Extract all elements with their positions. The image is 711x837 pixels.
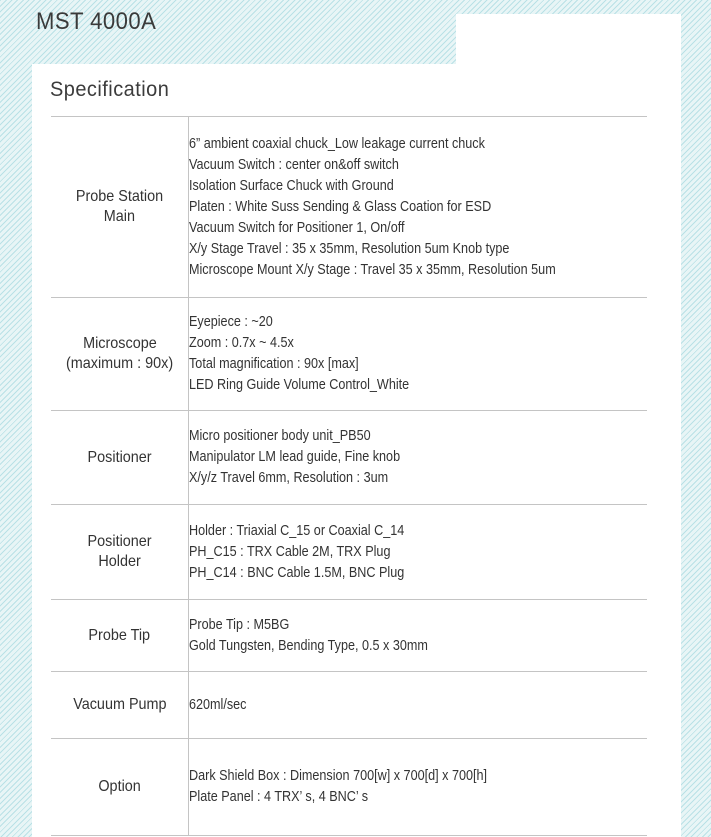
spec-details bbox=[189, 298, 648, 411]
spec-detail-line: LED Ring Guide Volume Control_White bbox=[189, 377, 410, 393]
spec-detail-line: Vacuum Switch : center on&off switch bbox=[189, 156, 399, 173]
spec-category-label: Holder bbox=[98, 553, 141, 570]
spec-row bbox=[51, 411, 647, 505]
spec-detail-line: 620ml/sec bbox=[189, 696, 247, 713]
spec-detail-line: 6” ambient coaxial chuck_Low leakage current chuck bbox=[189, 135, 485, 152]
spec-row bbox=[51, 600, 647, 672]
spec-category bbox=[51, 739, 189, 836]
spec-category-label: Positioner bbox=[87, 533, 152, 550]
spec-category bbox=[51, 672, 189, 739]
page-title: MST 4000A bbox=[36, 8, 157, 35]
spec-detail-line: Micro positioner body unit_PB50 bbox=[189, 428, 371, 444]
spec-category bbox=[51, 600, 189, 672]
spec-category-label: Main bbox=[103, 208, 136, 225]
spec-details bbox=[189, 600, 648, 672]
spec-detail-line: Isolation Surface Chuck with Ground bbox=[189, 177, 394, 194]
spec-category-label: Probe Station bbox=[75, 188, 164, 205]
spec-table bbox=[51, 116, 647, 836]
spec-heading: Specification bbox=[50, 78, 170, 101]
spec-category-label: Microscope bbox=[82, 335, 157, 352]
spec-category bbox=[51, 505, 189, 600]
spec-detail-line: Plate Panel : 4 TRX’ s, 4 BNC’ s bbox=[189, 789, 369, 805]
spec-details bbox=[189, 505, 648, 600]
spec-details bbox=[189, 117, 648, 298]
spec-detail-line: PH_C14 : BNC Cable 1.5M, BNC Plug bbox=[189, 564, 405, 581]
spec-row bbox=[51, 505, 647, 600]
spec-table-body bbox=[51, 117, 647, 836]
spec-detail-line: Dark Shield Box : Dimension 700[w] x 700[d] x 700[h] bbox=[189, 768, 488, 784]
spec-category-label: Vacuum Pump bbox=[72, 696, 167, 713]
spec-detail-line: Microscope Mount X/y Stage : Travel 35 x 35mm, Resolution 5um bbox=[189, 261, 556, 278]
spec-detail-line: Zoom : 0.7x ~ 4.5x bbox=[189, 335, 294, 351]
spec-category bbox=[51, 298, 189, 411]
spec-category bbox=[51, 117, 189, 298]
spec-details bbox=[189, 411, 648, 505]
spec-detail-line: Gold Tungsten, Bending Type, 0.5 x 30mm bbox=[189, 637, 428, 654]
spec-details bbox=[189, 739, 648, 836]
spec-detail-line: Manipulator LM lead guide, Fine knob bbox=[189, 449, 401, 465]
spec-row bbox=[51, 739, 647, 836]
spec-panel bbox=[32, 64, 681, 837]
spec-detail-line: X/y Stage Travel : 35 x 35mm, Resolution 5um Knob type bbox=[189, 240, 510, 257]
spec-detail-line: Holder : Triaxial C_15 or Coaxial C_14 bbox=[189, 522, 405, 539]
spec-detail-line: Vacuum Switch for Positioner 1, On/off bbox=[189, 219, 405, 236]
spec-detail-line: X/y/z Travel 6mm, Resolution : 3um bbox=[189, 470, 389, 486]
spec-detail-line: Platen : White Suss Sending & Glass Coation for ESD bbox=[189, 198, 492, 215]
spec-row bbox=[51, 117, 647, 298]
spec-row bbox=[51, 298, 647, 411]
spec-details bbox=[189, 672, 648, 739]
spec-category-label: Positioner bbox=[87, 448, 152, 466]
spec-detail-line: Probe Tip : M5BG bbox=[189, 616, 290, 633]
spec-detail-line: PH_C15 : TRX Cable 2M, TRX Plug bbox=[189, 543, 391, 560]
spec-category-label: Option bbox=[98, 778, 141, 795]
spec-detail-line: Total magnification : 90x [max] bbox=[189, 356, 359, 372]
spec-row bbox=[51, 672, 647, 739]
spec-category bbox=[51, 411, 189, 505]
spec-detail-line: Eyepiece : ~20 bbox=[189, 314, 273, 330]
spec-category-label: (maximum : 90x) bbox=[65, 355, 174, 372]
spec-category-label: Probe Tip bbox=[88, 626, 151, 644]
